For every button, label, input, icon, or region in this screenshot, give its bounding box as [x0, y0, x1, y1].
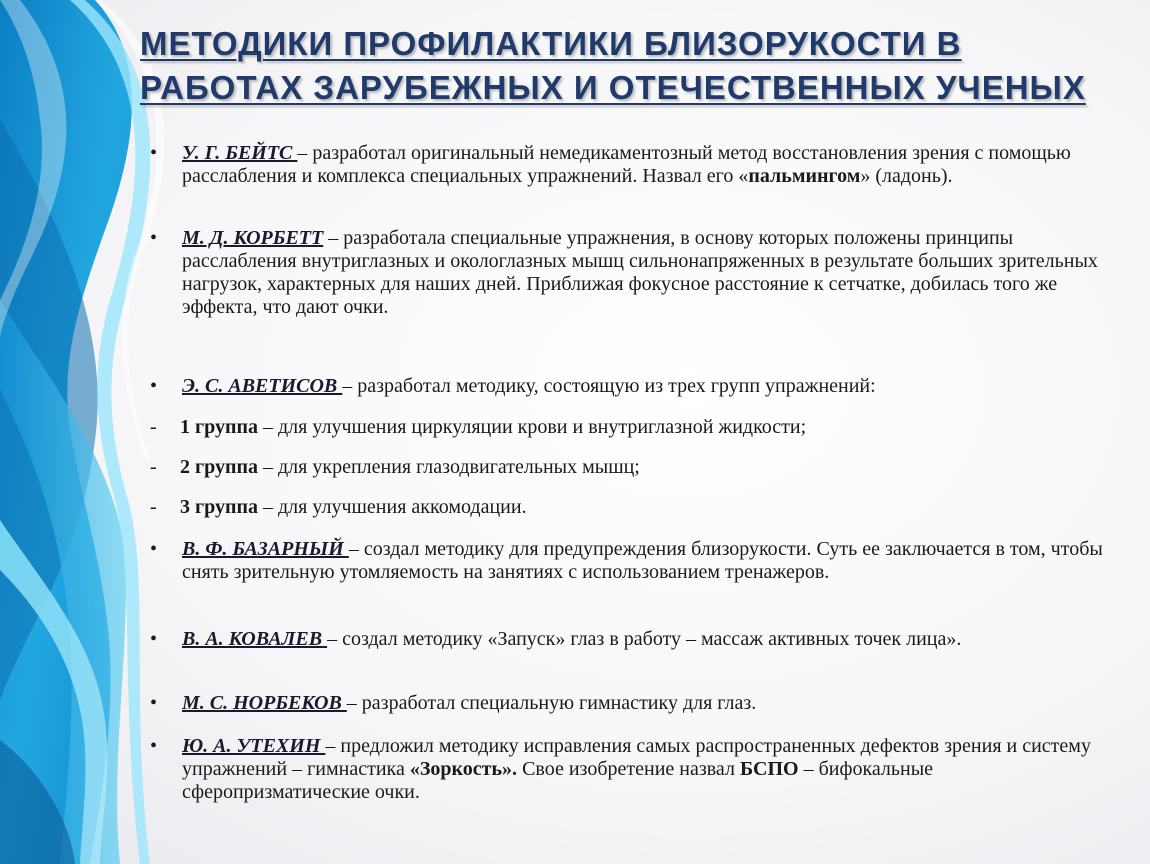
item-text: – бифокальные сферопризматические очки. [182, 758, 934, 803]
scientist-name: В. Ф. БАЗАРНЫЙ [182, 538, 349, 560]
list-item-bates [150, 142, 1110, 188]
scientist-name: М. Д. КОРБЕТТ [182, 227, 324, 249]
bullet-marker: • [150, 375, 158, 397]
list-item-norbekov [150, 692, 1110, 715]
page-title [140, 22, 1130, 110]
dash-marker: - [150, 496, 157, 518]
list-item-group-2 [150, 456, 1110, 479]
item-text: – создал методику для предупреждения близорукости. Суть ее заключается в том, чтобы снять зрительную утомляемость на занятиях с использованием тренажеров. [182, 538, 1103, 583]
bold-term: БСПО [739, 758, 799, 780]
bullet-marker: • [150, 142, 158, 164]
item-text: » (ладонь). [860, 165, 953, 187]
bullet-marker: • [150, 628, 158, 650]
title-line-2: РАБОТАХ ЗАРУБЕЖНЫХ И ОТЕЧЕСТВЕННЫХ УЧЕНЫХ [140, 69, 1086, 106]
item-text: – разработал оригинальный немедикаментозный метод восстановления зрения с помощью расслабления и комплекса специальных упражнений. Назвал его « [182, 142, 1071, 187]
group-label: 1 группа [180, 416, 258, 438]
scientist-name: М. С. НОРБЕКОВ [182, 692, 347, 714]
group-label: 2 группа [180, 456, 258, 478]
list-item-bazarny [150, 538, 1110, 584]
item-text: – разработала специальные упражнения, в основу которых положены принципы расслабления внутриглазных и окологлазных мышц сильнонапряженных в результате больших зрительных нагрузок, характерных для наших дней. Приближая фокусное расстояние к сетчатке, добилась того же эффекта, что дают очки. [182, 227, 1098, 318]
group-label: 3 группа [180, 496, 258, 518]
list-item-utekhin [150, 735, 1110, 804]
bold-term: «Зоркость». [409, 758, 518, 780]
bullet-marker: • [150, 538, 158, 560]
scientist-name: Ю. А. УТЕХИН [182, 735, 326, 757]
title-line-1: МЕТОДИКИ ПРОФИЛАКТИКИ БЛИЗОРУКОСТИ В [140, 25, 962, 62]
scientist-name: В. А. КОВАЛЕВ [182, 628, 328, 650]
item-text: – разработал методику, состоящую из трех групп упражнений: [342, 375, 876, 397]
list-item-group-3 [150, 496, 1110, 519]
bold-term: пальмингом [748, 165, 861, 187]
dash-marker: - [150, 456, 157, 478]
item-text: Свое изобретение назвал [517, 758, 740, 780]
list-item-corbett [150, 227, 1110, 319]
item-text: – для улучшения циркуляции крови и внутриглазной жидкости; [258, 416, 807, 438]
item-text: – разработал специальную гимнастику для глаз. [346, 692, 757, 714]
dash-marker: - [150, 416, 157, 438]
item-text: – создал методику «Запуск» глаз в работу – массаж активных точек лица». [327, 628, 962, 650]
scientist-name: Э. С. АВЕТИСОВ [182, 375, 343, 397]
bullet-marker: • [150, 692, 158, 714]
item-text: – предложил методику исправления самых распространенных дефектов зрения и систему упражнений – гимнастика [182, 735, 1091, 780]
list-item-avetisov [150, 375, 1110, 398]
item-text: – для улучшения аккомодации. [258, 496, 527, 518]
bullet-marker: • [150, 227, 158, 249]
list-item-group-1 [150, 416, 1110, 439]
item-text: – для укрепления глазодвигательных мышц; [258, 456, 640, 478]
list-item-kovalev [150, 628, 1110, 651]
scientist-name: У. Г. БЕЙТС [182, 142, 298, 164]
bullet-marker: • [150, 735, 158, 757]
